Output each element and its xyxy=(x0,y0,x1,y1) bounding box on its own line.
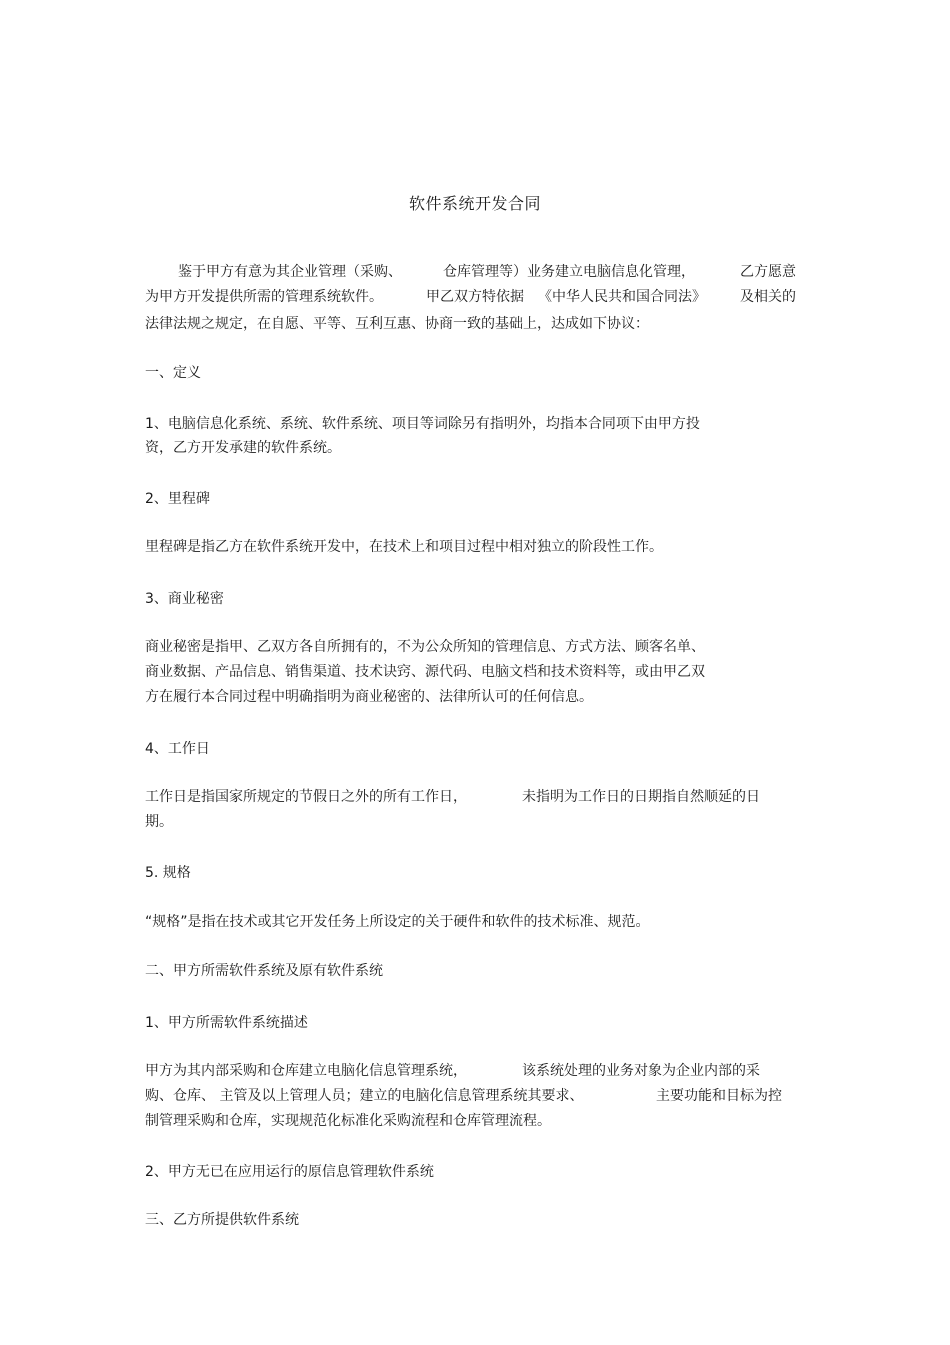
clause-text: 工作日是指国家所规定的节假日之外的所有工作日， xyxy=(145,789,467,805)
preamble-text: 为甲方开发提供所需的管理系统软件。 xyxy=(145,289,383,305)
clause-heading-description: 1、甲方所需软件系统描述 xyxy=(145,1015,308,1031)
clause-heading-trade-secret: 3、商业秘密 xyxy=(145,591,224,607)
preamble-text: 及相关的 xyxy=(740,289,796,305)
clause-text: “规格”是指在技术或其它开发任务上所设定的关于硬件和软件的技术标准、规范。 xyxy=(145,914,650,930)
clause-text: 期。 xyxy=(145,814,173,830)
clause-text: 主要功能和目标为控 xyxy=(656,1088,782,1104)
preamble-text: 仓库管理等）业务建立电脑信息化管理， xyxy=(443,264,695,280)
preamble-text: 《中华人民共和国合同法》 xyxy=(538,289,706,305)
clause-text: 甲方为其内部采购和仓库建立电脑化信息管理系统， xyxy=(145,1063,467,1079)
clause-text: 制管理采购和仓库，实现规范化标准化采购流程和仓库管理流程。 xyxy=(145,1113,551,1129)
clause-text: 方在履行本合同过程中明确指明为商业秘密的、法律所认可的任何信息。 xyxy=(145,689,593,705)
section-heading-definitions: 一、定义 xyxy=(145,365,201,381)
preamble-line-3: 法律法规之规定，在自愿、平等、互利互惠、协商一致的基础上，达成如下协议： xyxy=(145,316,649,332)
clause-text: 商业秘密是指甲、乙双方各自所拥有的，不为公众所知的管理信息、方式方法、顾客名单、 xyxy=(145,639,705,655)
clause-text: 该系统处理的业务对象为企业内部的采 xyxy=(522,1063,760,1079)
clause-heading-milestone: 2、里程碑 xyxy=(145,491,210,507)
section-heading-required-software: 二、甲方所需软件系统及原有软件系统 xyxy=(145,963,383,979)
clause-heading-workday: 4、工作日 xyxy=(145,741,210,757)
clause-text: 购、仓库、 主管及以上管理人员；建立的电脑化信息管理系统其要求、 xyxy=(145,1088,584,1104)
clause-text: 商业数据、产品信息、销售渠道、技术诀窍、源代码、电脑文档和技术资料等，或由甲乙双 xyxy=(145,664,705,680)
clause-heading-specification: 5. 规格 xyxy=(145,865,191,881)
clause-heading-existing-system: 2、甲方无已在应用运行的原信息管理软件系统 xyxy=(145,1164,434,1180)
clause-text: 1、电脑信息化系统、系统、软件系统、项目等词除另有指明外，均指本合同项下由甲方投 xyxy=(145,416,700,432)
clause-text: 里程碑是指乙方在软件系统开发中，在技术上和项目过程中相对独立的阶段性工作。 xyxy=(145,539,663,555)
document-title: 软件系统开发合同 xyxy=(408,194,541,213)
clause-text: 未指明为工作日的日期指自然顺延的日 xyxy=(522,789,760,805)
preamble-text: 乙方愿意 xyxy=(740,264,796,280)
section-heading-provided-software: 三、乙方所提供软件系统 xyxy=(145,1212,299,1228)
preamble-text: 甲乙双方特依据 xyxy=(426,289,524,305)
preamble-text: 鉴于甲方有意为其企业管理（采购、 xyxy=(178,264,402,280)
clause-text: 资，乙方开发承建的软件系统。 xyxy=(145,440,341,456)
